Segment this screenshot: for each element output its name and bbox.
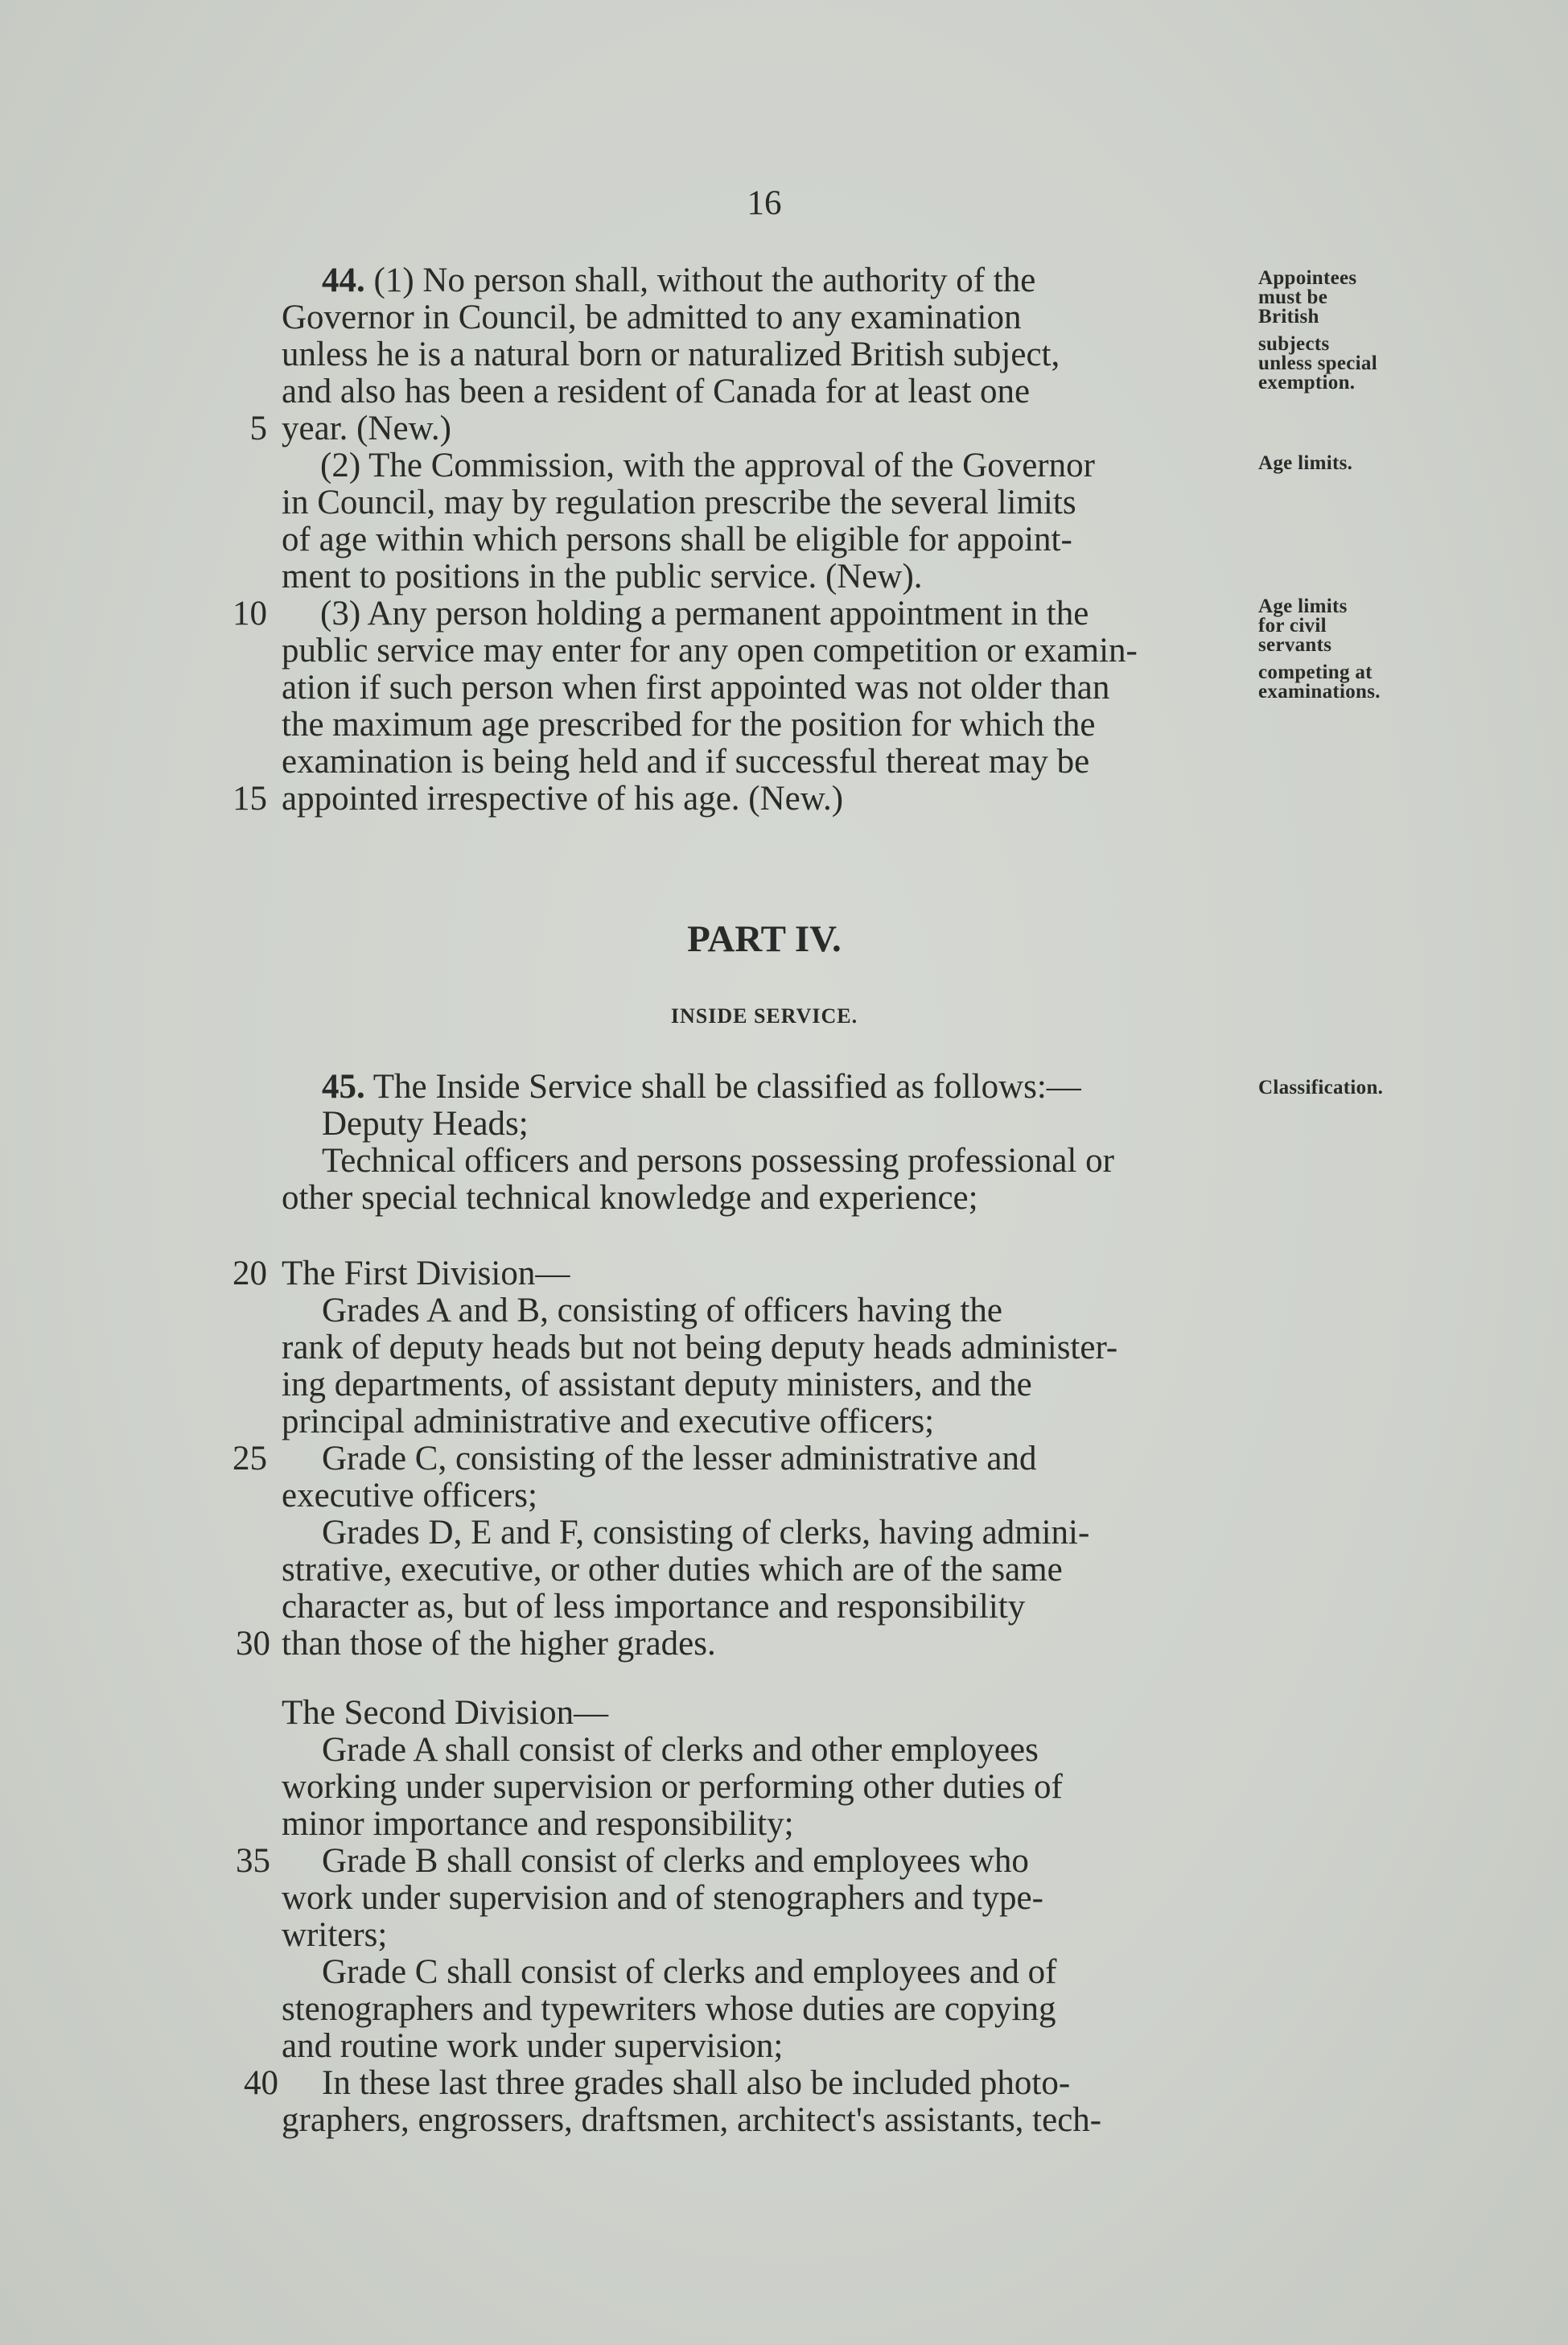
s45-line-5: The First Division— (282, 1255, 570, 1292)
s44-line-11: public service may enter for any open competition or examin- (282, 632, 1138, 670)
s45-line-26: In these last three grades shall also be included photo- (322, 2064, 1071, 2102)
margin-note-age-limits-civil-servants (1258, 597, 1381, 702)
s44-line-14: examination is being held and if successful thereat may be (282, 743, 1090, 781)
s45-line-13: strative, executive, or other duties which are of the same (282, 1551, 1063, 1589)
s45-line-20: Grade B shall consist of clerks and employees who (322, 1842, 1029, 1880)
note-line: Appointees (1258, 267, 1357, 289)
s45-line-24: stenographers and typewriters whose duties are copying (282, 1990, 1056, 2028)
s45-line-8: ing departments, of assistant deputy ministers, and the (282, 1366, 1032, 1403)
s44-line-4: and also has been a resident of Canada for at least one (282, 373, 1031, 410)
s45-line-22: writers; (282, 1916, 388, 1954)
line-number-35: 35 (236, 1842, 270, 1880)
s45-line-11: executive officers; (282, 1477, 537, 1515)
note-line: examinations. (1258, 681, 1381, 703)
s45-line-21: work under supervision and of stenographers and type- (282, 1879, 1043, 1917)
page-number: 16 (747, 184, 782, 222)
part-subtitle: INSIDE SERVICE. (670, 1004, 858, 1028)
note-line: servants (1258, 634, 1332, 656)
s45-line-17: Grade A shall consist of clerks and other employees (322, 1731, 1039, 1769)
line-number-5: 5 (249, 410, 267, 447)
s45-line-6: Grades A and B, consisting of officers having the (322, 1292, 1002, 1329)
s44-line-12: ation if such person when first appointed was not older than (282, 669, 1110, 707)
note-line: exemption. (1258, 372, 1356, 394)
note-line: unless special (1258, 352, 1377, 374)
note-line: competing at (1258, 661, 1373, 683)
s44-line-15: appointed irrespective of his age. (New.) (282, 780, 844, 818)
note-line: subjects (1258, 333, 1330, 355)
note-line: Age limits (1258, 596, 1348, 617)
s44-line-9: ment to positions in the public service. (New). (282, 558, 923, 596)
s45-line-15: than those of the higher grades. (282, 1625, 716, 1663)
s44-line-7: in Council, may by regulation prescribe the several limits (282, 484, 1076, 521)
line-number-15: 15 (233, 780, 267, 818)
s44-line-10: (3) Any person holding a permanent appointment in the (320, 595, 1089, 633)
s45-line-18: working under supervision or performing other duties of (282, 1768, 1063, 1806)
margin-note-classification: Classification. (1258, 1077, 1384, 1098)
line-number-25: 25 (233, 1440, 267, 1477)
s45-line-27: graphers, engrossers, draftsmen, architect's assistants, tech- (282, 2101, 1102, 2139)
subsection-1: (1) (373, 262, 414, 299)
s45-line-7: rank of deputy heads but not being deputy heads administer- (282, 1329, 1118, 1366)
s45-line-10: Grade C, consisting of the lesser administrative and (322, 1440, 1037, 1477)
s45-line-14: character as, but of less importance and responsibility (282, 1588, 1026, 1626)
line-number-10: 10 (233, 595, 267, 633)
margin-note-appointees (1258, 269, 1377, 393)
s45-line-3: Technical officers and persons possessing professional or (322, 1142, 1114, 1180)
s45-line-2: Deputy Heads; (322, 1105, 529, 1143)
s45-text-1: The Inside Service shall be classified as follows:— (372, 1068, 1081, 1106)
s45-line-1 (322, 1069, 1287, 1106)
s44-text-1: No person shall, without the authority of the (422, 262, 1036, 299)
note-line: British (1258, 306, 1319, 328)
s45-line-12: Grades D, E and F, consisting of clerks, having admini- (322, 1514, 1090, 1552)
s44-line-5: year. (New.) (282, 410, 451, 447)
s45-line-23: Grade C shall consist of clerks and employees and of (322, 1953, 1057, 1991)
line-number-20: 20 (233, 1255, 267, 1292)
s44-line-6: (2) The Commission, with the approval of the Governor (320, 447, 1095, 484)
s45-line-16: The Second Division— (282, 1694, 609, 1732)
margin-note-age-limits: Age limits. (1258, 452, 1353, 474)
line-number-30: 30 (236, 1625, 270, 1663)
s45-line-25: and routine work under supervision; (282, 2027, 784, 2065)
part-title: PART IV. (687, 918, 842, 960)
s45-line-9: principal administrative and executive officers; (282, 1403, 935, 1440)
s44-line-1 (322, 262, 1287, 299)
section-number-45: 45. (322, 1068, 365, 1106)
s44-line-3: unless he is a natural born or naturalized British subject, (282, 336, 1060, 373)
s44-line-2: Governor in Council, be admitted to any examination (282, 299, 1022, 336)
note-line: must be (1258, 286, 1328, 308)
s45-line-19: minor importance and responsibility; (282, 1805, 794, 1843)
note-line: for civil (1258, 615, 1327, 637)
s44-line-13: the maximum age prescribed for the position for which the (282, 706, 1096, 744)
s45-line-4: other special technical knowledge and experience; (282, 1179, 978, 1217)
section-number-44: 44. (322, 262, 365, 299)
line-number-40: 40 (244, 2064, 278, 2102)
s44-line-8: of age within which persons shall be eligible for appoint- (282, 521, 1072, 558)
